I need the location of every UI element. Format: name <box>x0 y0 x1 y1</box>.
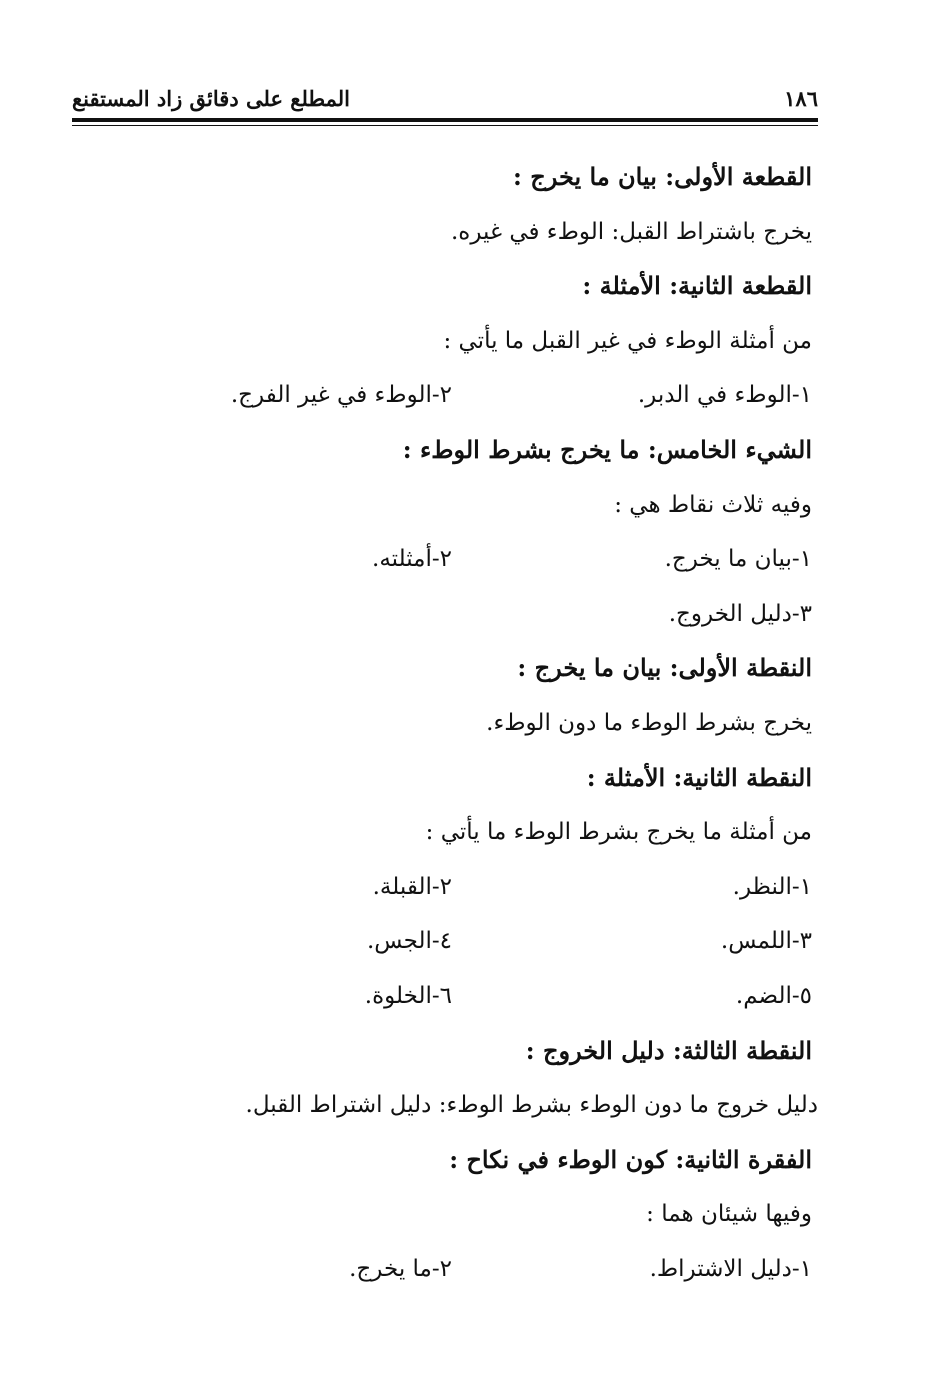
page-number: ١٨٦ <box>784 86 818 111</box>
list-item: ٤-الجس. <box>366 928 452 955</box>
two-column-list-row <box>180 969 812 1024</box>
list-item: ١-النظر. <box>732 873 812 900</box>
section-heading: القطعة الأولى: بيان ما يخرج : <box>513 162 812 191</box>
text-line: ٣-دليل الخروج. <box>668 600 812 627</box>
section-heading: النقطة الثانية: الأمثلة : <box>586 762 812 792</box>
section-heading: الشيء الخامس: ما يخرج بشرط الوطء : <box>402 434 812 464</box>
list-item: ٢-ما يخرج. <box>349 1255 452 1282</box>
two-column-list-row <box>180 368 812 423</box>
section-heading: النقطة الأولى: بيان ما يخرج : <box>517 653 812 683</box>
list-item: ٣-اللمس. <box>720 928 812 955</box>
body-text <box>180 150 818 1296</box>
header-rule-thin <box>72 125 818 126</box>
list-item: ١-دليل الاشتراط. <box>649 1255 812 1282</box>
text-line: وفيها شيئان هما : <box>646 1201 812 1228</box>
section-heading: الفقرة الثانية: كون الوطء في نكاح : <box>449 1144 812 1174</box>
two-column-list-row <box>180 1242 812 1297</box>
list-item: ٢-أمثلته. <box>372 546 452 573</box>
list-item: ٢-الوطء في غير الفرج. <box>230 382 452 409</box>
text-line: يخرج باشتراط القبل: الوطء في غيره. <box>450 218 812 245</box>
text-line: من أمثلة الوطء في غير القبل ما يأتي : <box>443 327 812 354</box>
section-heading: النقطة الثالثة: دليل الخروج : <box>525 1035 812 1065</box>
page-header <box>72 86 818 122</box>
header-rule-thick <box>72 118 818 122</box>
list-item: ١-الوطء في الدبر. <box>637 382 812 409</box>
two-column-list-row <box>180 860 812 915</box>
two-column-list-row <box>180 914 812 969</box>
list-item: ١-بيان ما يخرج. <box>664 546 812 573</box>
two-column-list-row <box>180 532 812 587</box>
text-line: دليل خروج ما دون الوطء بشرط الوطء: دليل اشتراط القبل. <box>245 1092 818 1119</box>
list-item: ٦-الخلوة. <box>364 982 452 1009</box>
list-item: ٥-الضم. <box>735 982 812 1009</box>
text-line: من أمثلة ما يخرج بشرط الوطء ما يأتي : <box>425 819 812 846</box>
text-line: وفيه ثلاث نقاط هي : <box>614 491 812 518</box>
text-line: يخرج بشرط الوطء ما دون الوطء. <box>486 709 812 736</box>
book-title: المطلع على دقائق زاد المستقنع <box>72 86 351 111</box>
list-item: ٢-القبلة. <box>372 873 452 900</box>
section-heading: القطعة الثانية: الأمثلة : <box>582 271 812 301</box>
